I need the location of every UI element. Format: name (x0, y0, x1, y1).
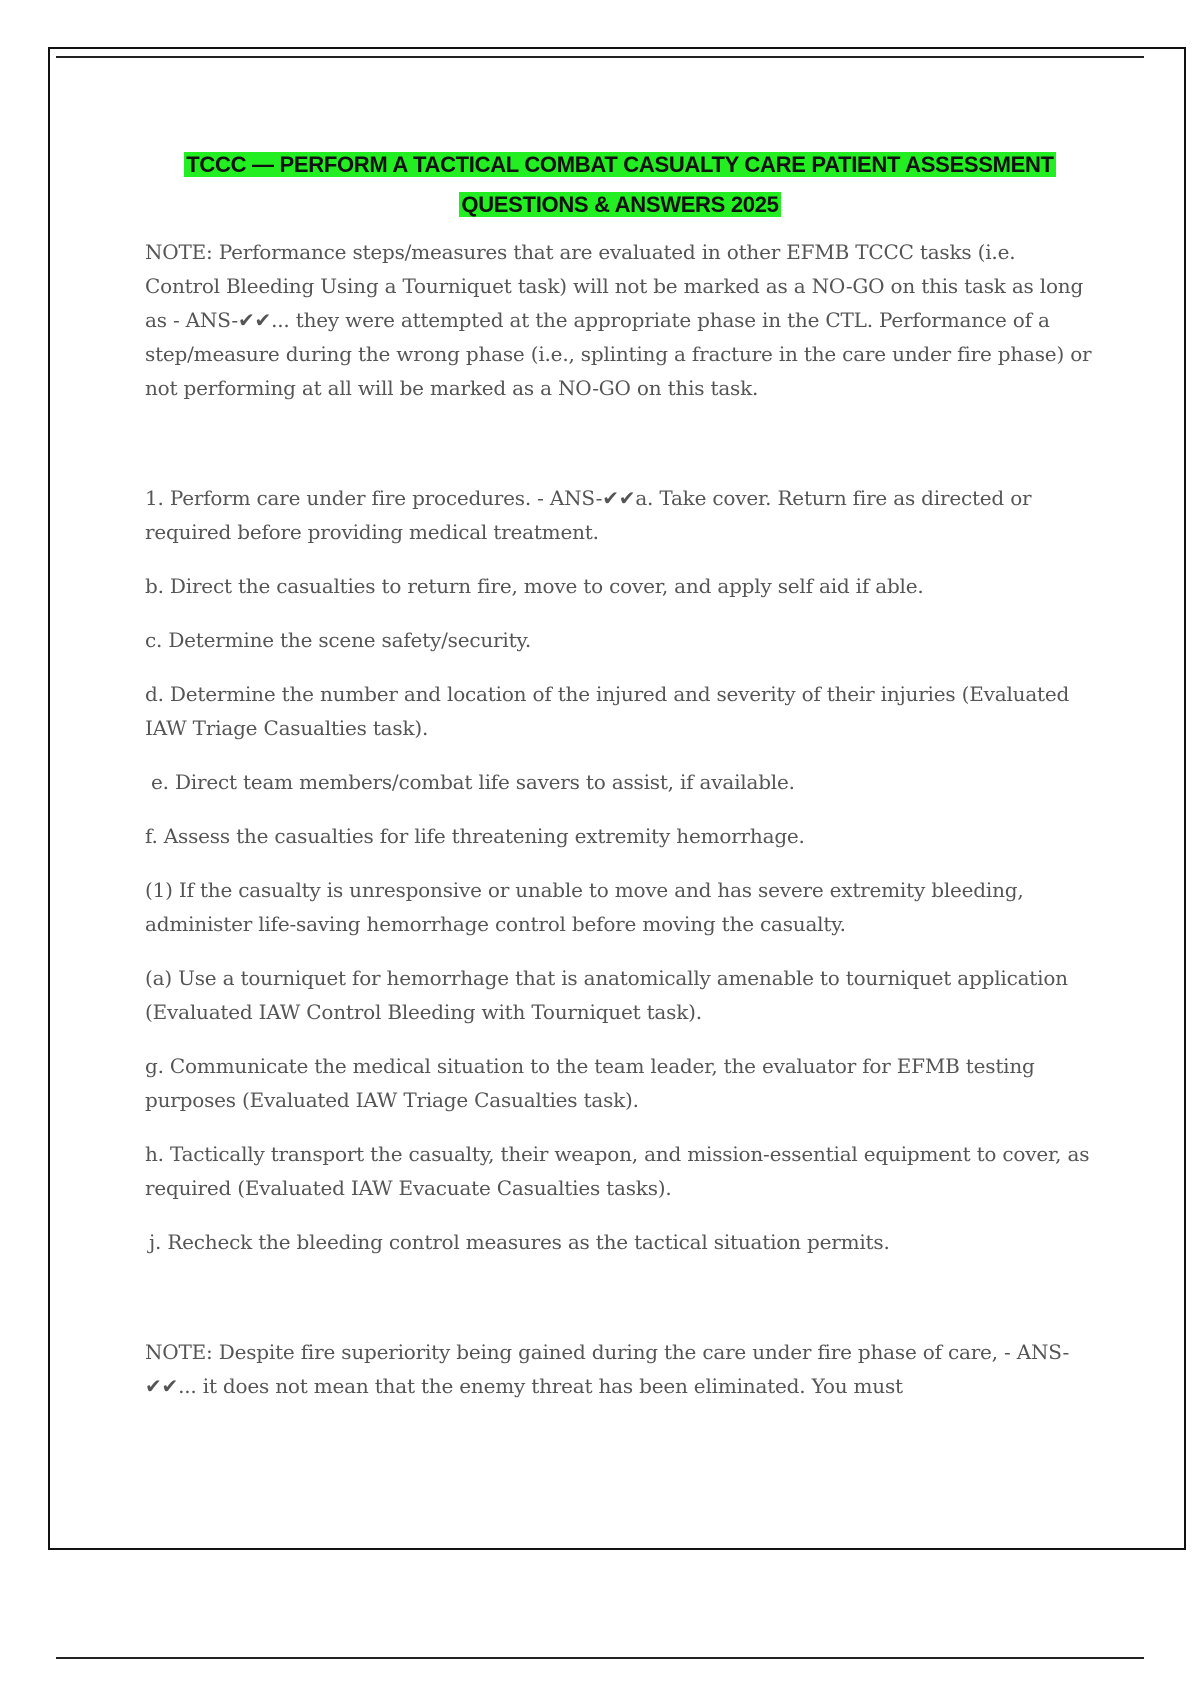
document-title (145, 145, 1095, 225)
document-body (145, 145, 1095, 1423)
top-divider (56, 56, 1144, 58)
title-line-1: TCCC — PERFORM A TACTICAL COMBAT CASUALTY CARE PATIENT ASSESSMENT (186, 152, 1054, 177)
note-2-paragraph: NOTE: Despite fire superiority being gained during the care under fire phase of care, - ANS-✔✔... it does not mean that the enemy threat has been eliminated. You must (145, 1340, 1070, 1398)
step-e-paragraph: e. Direct team members/combat life savers to assist, if available. (151, 770, 795, 794)
step-d-paragraph: d. Determine the number and location of the injured and severity of their injuries (Evaluated IAW Triage Casualties task). (145, 682, 1070, 740)
step-j-paragraph: j. Recheck the bleeding control measures as the tactical situation permits. (149, 1230, 890, 1254)
step-b-paragraph: b. Direct the casualties to return fire, move to cover, and apply self aid if able. (145, 574, 924, 598)
step-h-paragraph: h. Tactically transport the casualty, their weapon, and mission-essential equipment to cover, as required (Evaluated IAW Evacuate Casualties tasks). (145, 1142, 1090, 1200)
step-1-paragraph: 1. Perform care under fire procedures. - ANS-✔✔a. Take cover. Return fire as directed or required before providing medical treatment. (145, 486, 1032, 544)
step-g-paragraph: g. Communicate the medical situation to the team leader, the evaluator for EFMB testing purposes (Evaluated IAW Triage Casualties task). (145, 1054, 1035, 1112)
step-fa-paragraph: (a) Use a tourniquet for hemorrhage that is anatomically amenable to tourniquet application (Evaluated IAW Control Bleeding with Tourniquet task). (145, 966, 1068, 1024)
step-f1-paragraph: (1) If the casualty is unresponsive or unable to move and has severe extremity bleeding, administer life-saving hemorrhage control before moving the casualty. (145, 878, 1024, 936)
step-c-paragraph: c. Determine the scene safety/security. (145, 628, 532, 652)
note-paragraph: NOTE: Performance steps/measures that are evaluated in other EFMB TCCC tasks (i.e. Control Bleeding Using a Tourniquet task) will not be marked as a NO-GO on this task as long as - ANS-✔✔... they were attempted at the appropriate phase in the CTL. Performance of a step/measure during the wrong phase (i.e., splinting a fracture in the care under fire phase) or not performing at all will be marked as a NO-GO on this task. (145, 240, 1092, 400)
bottom-divider (56, 1657, 1144, 1659)
step-f-paragraph: f. Assess the casualties for life threatening extremity hemorrhage. (145, 824, 805, 848)
title-line-2: QUESTIONS & ANSWERS 2025 (461, 192, 779, 217)
